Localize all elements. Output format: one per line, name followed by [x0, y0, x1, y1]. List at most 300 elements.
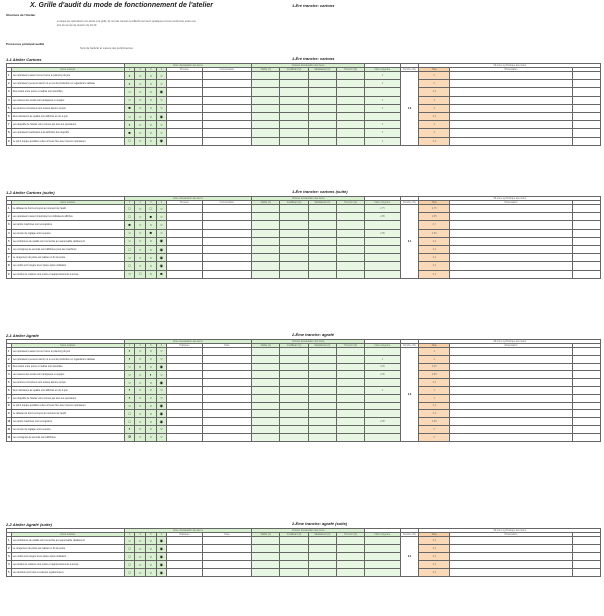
observation-cell[interactable] [450, 569, 573, 577]
process-cell[interactable] [167, 80, 202, 88]
section-score: 2,6 [400, 348, 419, 442]
process-cell[interactable] [167, 402, 202, 410]
comment-cell[interactable] [202, 137, 252, 145]
criteria-level-header: Faible (1) [252, 344, 280, 348]
criteria-level-header: Insuffisant (2) [280, 201, 308, 205]
observation-cell[interactable] [450, 237, 573, 245]
item-text: Les arrêts machines sont enregistrés [11, 221, 124, 229]
note-cell: 2 [365, 355, 400, 363]
criteria-cell [308, 72, 336, 80]
rating-cell[interactable] [146, 104, 157, 112]
rating-cell[interactable] [156, 80, 167, 88]
rating-cell[interactable] [146, 245, 157, 253]
table-row [7, 137, 601, 145]
table-row [7, 237, 601, 245]
rating-cell[interactable] [146, 254, 157, 262]
comment-cell[interactable] [202, 355, 252, 363]
rating-cell[interactable] [156, 104, 167, 112]
rating-cell[interactable] [124, 537, 135, 545]
observation-cell[interactable] [450, 386, 573, 394]
comment-cell[interactable] [202, 270, 252, 278]
comment-cell[interactable] [202, 121, 252, 129]
rating-cell[interactable] [135, 221, 146, 229]
rating-cell[interactable] [156, 205, 167, 213]
rating-cell[interactable] [135, 88, 146, 96]
rating-cell[interactable] [146, 379, 157, 387]
process-cell[interactable] [167, 270, 202, 278]
rating-cell[interactable] [124, 433, 135, 441]
rating-cell[interactable] [135, 80, 146, 88]
rating-cell[interactable] [156, 348, 167, 356]
rating-cell[interactable] [156, 410, 167, 418]
rating-cell[interactable] [124, 425, 135, 433]
process-cell[interactable] [167, 213, 202, 221]
rating-cell[interactable] [156, 418, 167, 426]
rating-cell[interactable] [156, 121, 167, 129]
process-cell[interactable] [167, 112, 202, 120]
rating-cell[interactable] [124, 213, 135, 221]
comment-cell[interactable] [202, 425, 252, 433]
comment-cell[interactable] [202, 433, 252, 441]
process-cell[interactable] [167, 553, 202, 561]
rating-cell[interactable] [124, 229, 135, 237]
comment-cell[interactable] [202, 88, 252, 96]
rating-cell[interactable] [124, 402, 135, 410]
rating-cell[interactable] [124, 245, 135, 253]
rating-cell[interactable] [156, 371, 167, 379]
observation-cell[interactable] [450, 205, 573, 213]
process-cell[interactable] [167, 363, 202, 371]
audit-table [6, 63, 601, 146]
rating-cell[interactable] [124, 379, 135, 387]
observation-cell[interactable] [450, 262, 573, 270]
table-row [7, 229, 601, 237]
rating-cell[interactable] [124, 121, 135, 129]
rating-cell[interactable] [146, 88, 157, 96]
observation-cell[interactable] [450, 410, 573, 418]
rating-symbol-icon: ○ [160, 426, 163, 432]
rating-cell[interactable] [156, 213, 167, 221]
rating-cell[interactable] [135, 237, 146, 245]
process-cell[interactable] [167, 72, 202, 80]
rating-cell[interactable] [135, 96, 146, 104]
rating-cell[interactable] [124, 569, 135, 577]
observation-cell[interactable] [450, 229, 573, 237]
rating-symbol-icon: ○ [139, 348, 142, 354]
rating-cell[interactable] [124, 137, 135, 145]
observation-cell[interactable] [450, 537, 573, 545]
comment-cell[interactable] [202, 348, 252, 356]
rating-cell[interactable] [124, 96, 135, 104]
rating-cell[interactable] [135, 355, 146, 363]
observation-cell[interactable] [450, 363, 573, 371]
process-cell[interactable] [167, 386, 202, 394]
observation-cell[interactable] [450, 402, 573, 410]
rating-cell[interactable] [124, 205, 135, 213]
observation-cell[interactable] [450, 137, 573, 145]
observation-cell[interactable] [450, 545, 573, 553]
comment-cell[interactable] [202, 410, 252, 418]
rating-cell[interactable] [146, 262, 157, 270]
rating-cell[interactable] [135, 213, 146, 221]
criteria-cell [308, 386, 336, 394]
rating-cell[interactable] [156, 96, 167, 104]
rating-cell[interactable] [135, 245, 146, 253]
rating-cell[interactable] [146, 270, 157, 278]
rating-symbol-icon: □ [139, 271, 142, 277]
rating-cell[interactable] [156, 229, 167, 237]
criteria-cell [252, 418, 280, 426]
comment-cell[interactable] [202, 129, 252, 137]
rating-cell[interactable] [156, 569, 167, 577]
observation-cell[interactable] [450, 245, 573, 253]
rating-cell[interactable] [135, 425, 146, 433]
comment-cell[interactable] [202, 96, 252, 104]
rating-cell[interactable] [135, 569, 146, 577]
rating-cell[interactable] [146, 72, 157, 80]
criteria-cell [280, 205, 308, 213]
rating-cell[interactable] [124, 72, 135, 80]
rating-cell[interactable] [124, 221, 135, 229]
rating-cell[interactable] [124, 363, 135, 371]
rating-cell[interactable] [146, 553, 157, 561]
rating-symbol-icon: ◉ [159, 410, 164, 416]
observation-cell[interactable] [450, 72, 573, 80]
observation-cell[interactable] [450, 561, 573, 569]
rating-cell[interactable] [146, 229, 157, 237]
comment-cell[interactable] [202, 386, 252, 394]
rating-cell[interactable] [135, 262, 146, 270]
rating-cell[interactable] [156, 254, 167, 262]
observation-cell[interactable] [450, 371, 573, 379]
criteria-cell [280, 129, 308, 137]
rating-cell[interactable] [146, 121, 157, 129]
rating-cell[interactable] [135, 104, 146, 112]
rating-cell[interactable] [135, 371, 146, 379]
comment-cell[interactable] [202, 394, 252, 402]
process-header: Pratiques [167, 533, 202, 537]
rating-cell[interactable] [156, 270, 167, 278]
observation-cell[interactable] [450, 425, 573, 433]
rating-cell[interactable] [135, 386, 146, 394]
rating-cell[interactable] [135, 433, 146, 441]
rating-cell[interactable] [135, 129, 146, 137]
process-cell[interactable] [167, 104, 202, 112]
rating-cell[interactable] [135, 229, 146, 237]
rating-cell[interactable] [135, 537, 146, 545]
process-cell[interactable] [167, 425, 202, 433]
rating-cell[interactable] [146, 561, 157, 569]
comment-cell[interactable] [202, 205, 252, 213]
rating-cell[interactable] [146, 129, 157, 137]
observation-cell[interactable] [450, 221, 573, 229]
table-row [7, 270, 601, 278]
rating-symbol-icon: □ [128, 561, 131, 567]
observation-cell[interactable] [450, 355, 573, 363]
rating-cell[interactable] [124, 254, 135, 262]
process-cell[interactable] [167, 537, 202, 545]
comment-cell[interactable] [202, 245, 252, 253]
rating-cell[interactable] [135, 410, 146, 418]
process-cell[interactable] [167, 229, 202, 237]
rating-cell[interactable] [156, 72, 167, 80]
comment-cell[interactable] [202, 254, 252, 262]
comment-cell[interactable] [202, 80, 252, 88]
rating-cell[interactable] [146, 433, 157, 441]
rating-cell[interactable] [135, 72, 146, 80]
rating-cell[interactable] [124, 80, 135, 88]
comment-cell[interactable] [202, 553, 252, 561]
rating-cell[interactable] [146, 363, 157, 371]
comment-cell[interactable] [202, 561, 252, 569]
item-text: Des écarts entre prévu et réalisé sont identifiés [11, 363, 124, 371]
comment-cell[interactable] [202, 418, 252, 426]
observation-cell[interactable] [450, 112, 573, 120]
comment-cell[interactable] [202, 221, 252, 229]
rating-symbol-icon: ○ [139, 254, 142, 260]
item-text: Le tableau de bord est à jour au moment de l'audit [11, 205, 124, 213]
rating-cell[interactable] [146, 137, 157, 145]
rating-cell[interactable] [146, 569, 157, 577]
rating-cell[interactable] [156, 245, 167, 253]
process-cell[interactable] [167, 205, 202, 213]
rating-cell[interactable] [135, 137, 146, 145]
rating-cell[interactable] [135, 112, 146, 120]
process-cell[interactable] [167, 433, 202, 441]
rating-cell[interactable] [124, 112, 135, 120]
rating-cell[interactable] [146, 348, 157, 356]
rating-cell[interactable] [146, 537, 157, 545]
observation-cell[interactable] [450, 96, 573, 104]
comment-cell[interactable] [202, 72, 252, 80]
criteria-cell [336, 379, 364, 387]
rating-cell[interactable] [146, 410, 157, 418]
rating-cell[interactable] [135, 270, 146, 278]
process-cell[interactable] [167, 254, 202, 262]
table-row [7, 80, 601, 88]
rating-cell[interactable] [146, 545, 157, 553]
rating-cell[interactable] [156, 221, 167, 229]
rating-cell[interactable] [156, 561, 167, 569]
rating-cell[interactable] [146, 418, 157, 426]
rating-cell[interactable] [135, 205, 146, 213]
rating-cell[interactable] [156, 137, 167, 145]
rating-cell[interactable] [146, 386, 157, 394]
rating-cell[interactable] [135, 121, 146, 129]
comment-cell[interactable] [202, 371, 252, 379]
synth-header: VE zone synthétique des items [419, 529, 601, 533]
rating-cell[interactable] [124, 394, 135, 402]
rating-cell[interactable] [156, 237, 167, 245]
rating-cell[interactable] [146, 355, 157, 363]
observation-cell[interactable] [450, 254, 573, 262]
process-cell[interactable] [167, 348, 202, 356]
comment-cell[interactable] [202, 379, 252, 387]
comment-cell[interactable] [202, 363, 252, 371]
comment-cell[interactable] [202, 229, 252, 237]
rating-cell[interactable] [135, 348, 146, 356]
rating-cell[interactable] [124, 270, 135, 278]
rating-symbol-icon: ○ [149, 410, 153, 416]
rating-cell[interactable] [124, 561, 135, 569]
comment-cell[interactable] [202, 213, 252, 221]
rating-cell[interactable] [156, 386, 167, 394]
rating-cell[interactable] [146, 402, 157, 410]
rating-cell[interactable] [156, 262, 167, 270]
rating-cell[interactable] [156, 355, 167, 363]
rating-cell[interactable] [135, 545, 146, 553]
rating-cell[interactable] [146, 205, 157, 213]
process-cell[interactable] [167, 96, 202, 104]
rating-cell[interactable] [156, 379, 167, 387]
rating-cell[interactable] [124, 371, 135, 379]
comment-cell[interactable] [202, 112, 252, 120]
rating-cell[interactable] [135, 402, 146, 410]
process-cell[interactable] [167, 129, 202, 137]
rating-cell[interactable] [146, 371, 157, 379]
rating-cell[interactable] [124, 545, 135, 553]
observation-cell[interactable] [450, 104, 573, 112]
observation-cell[interactable] [450, 553, 573, 561]
rating-cell[interactable] [156, 433, 167, 441]
synth-note-cell: 3,4 [419, 237, 450, 245]
criteria-cell [336, 80, 364, 88]
observation-cell[interactable] [450, 379, 573, 387]
process-cell[interactable] [167, 418, 202, 426]
rating-symbol-icon: ○ [139, 213, 142, 219]
rating-cell[interactable] [135, 363, 146, 371]
rating-cell[interactable] [124, 104, 135, 112]
rating-cell[interactable] [156, 129, 167, 137]
observation-cell[interactable] [450, 394, 573, 402]
extra-cell [572, 433, 600, 441]
rating-symbol-icon: ○ [139, 395, 142, 401]
extra-cell [572, 569, 600, 577]
observation-cell[interactable] [450, 213, 573, 221]
rating-symbol-icon: ○ [149, 569, 153, 575]
observation-cell[interactable] [450, 348, 573, 356]
comment-cell[interactable] [202, 237, 252, 245]
rating-cell[interactable] [146, 394, 157, 402]
row-number: 2 [7, 213, 12, 221]
rating-cell[interactable] [156, 394, 167, 402]
comment-cell[interactable] [202, 104, 252, 112]
rating-cell[interactable] [146, 213, 157, 221]
observation-cell[interactable] [450, 121, 573, 129]
rating-cell[interactable] [124, 355, 135, 363]
rating-cell[interactable] [124, 553, 135, 561]
rating-cell[interactable] [124, 348, 135, 356]
rating-cell[interactable] [146, 221, 157, 229]
rating-cell[interactable] [156, 425, 167, 433]
rating-cell[interactable] [146, 80, 157, 88]
criteria-cell [308, 254, 336, 262]
row-number: 8 [7, 129, 12, 137]
process-cell[interactable] [167, 88, 202, 96]
criteria-cell [280, 545, 308, 553]
process-cell[interactable] [167, 137, 202, 145]
process-cell[interactable] [167, 221, 202, 229]
criteria-cell [308, 348, 336, 356]
rating-symbol-icon: ◉ [159, 537, 164, 543]
items-header: Items évalués [11, 68, 124, 72]
criteria-cell [280, 425, 308, 433]
rating-symbol-icon: ○ [160, 348, 163, 354]
rating-cell[interactable] [156, 112, 167, 120]
observation-cell[interactable] [450, 80, 573, 88]
process-cell[interactable] [167, 355, 202, 363]
synth-note-cell: 3,4 [419, 137, 450, 145]
process-cell[interactable] [167, 121, 202, 129]
rating-cell[interactable] [135, 379, 146, 387]
process-cell[interactable] [167, 262, 202, 270]
comment-cell[interactable] [202, 545, 252, 553]
process-cell[interactable] [167, 237, 202, 245]
process-cell[interactable] [167, 379, 202, 387]
rating-cell[interactable] [124, 88, 135, 96]
process-cell[interactable] [167, 371, 202, 379]
rating-symbol-icon: ○ [149, 395, 153, 401]
rating-cell[interactable] [156, 553, 167, 561]
rating-cell[interactable] [135, 553, 146, 561]
comment-cell[interactable] [202, 402, 252, 410]
observation-cell[interactable] [450, 88, 573, 96]
rating-symbol-icon: ○ [149, 254, 153, 260]
rating-cell[interactable] [124, 418, 135, 426]
rating-cell[interactable] [146, 112, 157, 120]
criteria-cell [280, 245, 308, 253]
rating-cell[interactable] [135, 418, 146, 426]
comment-cell[interactable] [202, 569, 252, 577]
rating-cell[interactable] [156, 537, 167, 545]
observation-cell[interactable] [450, 270, 573, 278]
rating-cell[interactable] [135, 254, 146, 262]
process-cell[interactable] [167, 394, 202, 402]
rating-cell[interactable] [124, 410, 135, 418]
rating-cell[interactable] [156, 545, 167, 553]
criteria-cell [308, 237, 336, 245]
rating-symbol-icon: ◉ [159, 379, 164, 385]
rating-cell[interactable] [135, 394, 146, 402]
observation-cell[interactable] [450, 129, 573, 137]
process-cell[interactable] [167, 569, 202, 577]
comment-cell[interactable] [202, 262, 252, 270]
process-cell[interactable] [167, 410, 202, 418]
rating-cell[interactable] [146, 237, 157, 245]
item-text: Les opérateurs participent à la définition des objectifs [11, 129, 124, 137]
rating-cell[interactable] [124, 129, 135, 137]
process-cell[interactable] [167, 545, 202, 553]
rating-cell[interactable] [146, 96, 157, 104]
rating-cell[interactable] [124, 262, 135, 270]
level-header: 3 [146, 344, 157, 348]
rating-cell[interactable] [124, 386, 135, 394]
rating-cell[interactable] [156, 402, 167, 410]
extra-cell [572, 72, 600, 80]
process-cell[interactable] [167, 245, 202, 253]
rating-cell[interactable] [124, 237, 135, 245]
rating-cell[interactable] [135, 561, 146, 569]
rating-symbol-icon: ○ [139, 356, 142, 362]
rating-cell[interactable] [156, 88, 167, 96]
observation-cell[interactable] [450, 418, 573, 426]
rating-symbol-icon: ○ [139, 418, 142, 424]
observation-cell[interactable] [450, 433, 573, 441]
process-cell[interactable] [167, 561, 202, 569]
comment-cell[interactable] [202, 537, 252, 545]
rating-cell[interactable] [146, 425, 157, 433]
rating-cell[interactable] [156, 363, 167, 371]
